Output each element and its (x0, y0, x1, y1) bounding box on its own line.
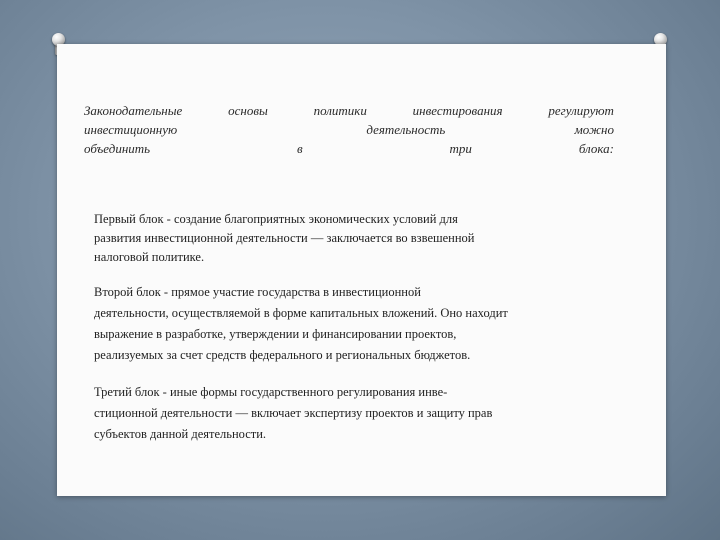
intro-word: можно (574, 122, 614, 137)
paragraph-line: развития инвестиционной деятельности — заключается во взвешенной (94, 231, 475, 245)
paragraph-second-block (94, 282, 564, 366)
intro-line-3 (84, 139, 614, 158)
intro-text (84, 101, 614, 158)
intro-word: Законодательные (84, 103, 183, 118)
intro-word: политики (313, 103, 367, 118)
intro-line-1 (84, 101, 614, 120)
paragraph-line: деятельности, осуществляемой в форме капитальных вложений. Оно находит (94, 306, 508, 320)
paragraph-line: стиционной деятельности — включает экспертизу проектов и защиту прав (94, 406, 493, 420)
intro-word: регулируют (548, 103, 614, 118)
intro-word: в (296, 141, 303, 156)
slide-card (57, 44, 666, 496)
intro-word: деятельность (366, 122, 446, 137)
paragraph-line: Первый блок - создание благоприятных экономических условий для (94, 212, 458, 226)
paragraph-line: Второй блок - прямое участие государства в инвестиционной (94, 285, 421, 299)
intro-word: инвестирования (412, 103, 503, 118)
paragraph-line: налоговой политике. (94, 250, 205, 264)
intro-line-2 (84, 120, 614, 139)
intro-word: основы (228, 103, 268, 118)
paragraph-line: выражение в разработке, утверждении и финансировании проектов, (94, 327, 457, 341)
paragraph-third-block (94, 382, 564, 445)
paragraph-line: Третий блок - иные формы государственного регулирования инве- (94, 385, 448, 399)
intro-word: блока: (578, 141, 614, 156)
intro-word: объединить (84, 141, 151, 156)
paragraph-line: субъектов данной деятельности. (94, 427, 267, 441)
intro-word: инвестиционную (84, 122, 178, 137)
intro-word: три (449, 141, 472, 156)
paragraph-first-block (94, 210, 564, 267)
paragraph-line: реализуемых за счет средств федерального и региональных бюджетов. (94, 348, 471, 362)
